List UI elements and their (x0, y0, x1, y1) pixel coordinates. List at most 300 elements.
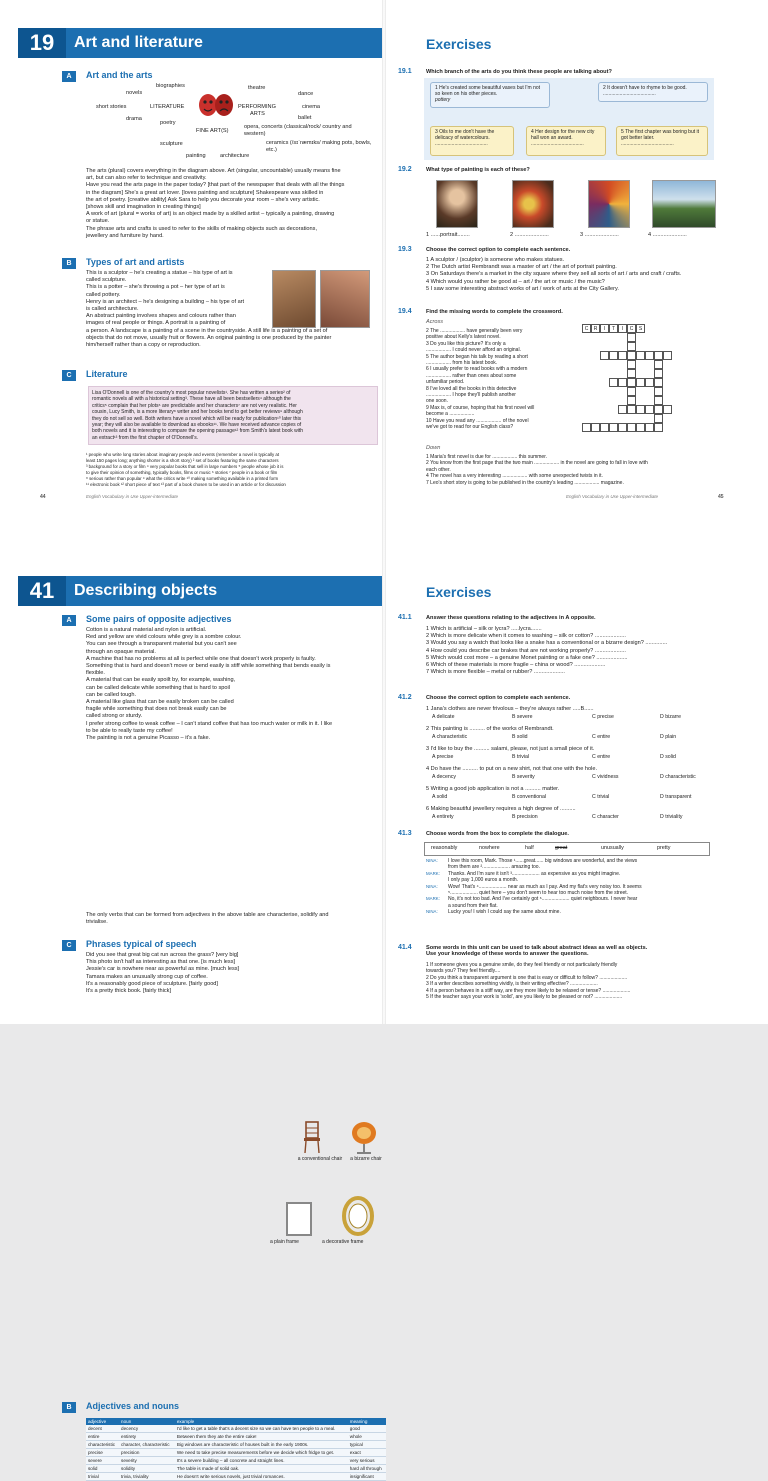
table-row (86, 1425, 386, 1433)
answer-option[interactable]: C entire (592, 754, 611, 760)
crossword-cell[interactable] (627, 378, 636, 387)
text-line: art, but can also refer to technique and creativity. (86, 175, 207, 182)
speaker-name: NINA: (426, 909, 438, 915)
clue-line: .................. I could never afford an original. (426, 347, 521, 354)
crossword-cell[interactable] (654, 360, 663, 369)
speaker-name: MARK: (426, 896, 440, 902)
text-line: This photo isn't half as interesting as that one. [is much less] (86, 959, 236, 966)
answer-option[interactable]: C trivial (592, 794, 610, 800)
after-table-text (86, 912, 386, 926)
answer-option[interactable]: D triviality (660, 814, 683, 820)
section-title-a: Art and the arts (86, 70, 153, 80)
exercise-number: 41.2 (398, 694, 412, 701)
footnote-line: ⁸ serious rather than popular ⁹ what the critics write ¹⁰ making something available in a printed form (86, 476, 279, 481)
text-line: Something that is hard and doesn't move or bend easily is stiff while something that bends easily is (86, 663, 331, 670)
crossword-cell[interactable] (618, 351, 627, 360)
page-footer: English Vocabulary in Use Upper-intermediate (86, 494, 179, 499)
table-row (86, 1449, 386, 1457)
answer-label[interactable]: 1 ......portrait........ (426, 232, 470, 238)
exercise-question: What type of painting is each of these? (426, 167, 530, 173)
table-cell: precise (86, 1449, 119, 1457)
table-cell: Between them they ate the entire cake! (175, 1433, 348, 1441)
answer-option[interactable]: B trivial (512, 754, 530, 760)
table-cell: I'd like to get a table that's a decent size so we can have ten people to a meal. (175, 1425, 348, 1433)
text-line: called strong or sturdy. (86, 713, 143, 720)
text-line: an extract¹³ from the first chapter of O'Donnell's. (92, 434, 199, 441)
map-word: PERFORMING (238, 104, 276, 110)
crossword-cell[interactable] (600, 423, 609, 432)
bubble-text: 5 The first chapter was boring but it got better later. (621, 129, 700, 142)
table-cell: characteristic (86, 1441, 119, 1449)
table-row (86, 1441, 386, 1449)
clue-line: 9 Max is, of course, hoping that his first novel will (426, 404, 535, 411)
map-word: ballet (298, 115, 312, 121)
crossword-cell[interactable] (627, 423, 636, 432)
answer-option[interactable]: A entirety (432, 814, 454, 820)
bubble-text: 2 It doesn't have to rhyme to be good. (603, 85, 687, 91)
dialogue (426, 858, 716, 916)
answer-blank[interactable]: pottery (435, 97, 451, 104)
clue-line: become a .................. (426, 411, 475, 418)
exercises-title: Exercises (426, 36, 492, 52)
crossword-cell[interactable]: R (591, 324, 600, 333)
crossword-cell[interactable] (627, 351, 636, 360)
map-word: FINE ART(S) (196, 128, 229, 134)
table-cell: entire (86, 1433, 119, 1441)
text-line: called sculpture. (86, 277, 127, 284)
footnote-line: ¹ people who write long stories about imaginary people and events (remember a novel is typically at (86, 452, 280, 457)
text-line: An abstract painting involves shapes and colours rather than (86, 313, 236, 320)
section-title-a: Some pairs of opposite adjectives (86, 614, 232, 624)
map-word: LITERATURE (150, 104, 185, 110)
table-cell: The table is made of solid oak. (175, 1465, 348, 1473)
clue-line: 6 I usually prefer to read books with a modern (426, 366, 528, 373)
table-row (86, 1457, 386, 1465)
column-header: adjective (86, 1418, 119, 1425)
clue-line: unfamiliar period. (426, 379, 465, 386)
text-line: can be called tough. (86, 691, 137, 698)
footnotes (86, 452, 382, 488)
crossword-cell[interactable] (636, 423, 645, 432)
text-line: objects that do not move, usually fruit or flowers. An original painting is one produced by the painter (86, 334, 332, 341)
text-line: This is a potter – she's throwing a pot – her type of art is (86, 284, 225, 291)
crossword-cell[interactable]: S (636, 324, 645, 333)
dialogue-text[interactable]: No, it's not too bad. And I've certainly got ⁶.................... quiet neighbours. I never hear (448, 896, 638, 903)
exercise-number: 19.3 (398, 246, 412, 253)
clue-line: each other. (426, 466, 451, 473)
clue-line: positive about Kelly's latest novel. (426, 334, 501, 341)
table-cell: He doesn't write serious novels, just trivial romances. (175, 1473, 348, 1481)
text-line: Lisa O'Donnell is one of the country's most popular novelists¹. She has written a series² of (92, 390, 291, 396)
map-word: poetry (160, 120, 176, 126)
answer-option[interactable]: C precise (592, 714, 614, 720)
dialogue-line (426, 909, 716, 915)
section-tab-b: B (62, 1402, 76, 1413)
dialogue-text[interactable]: ⁵.................... quiet here – you don't seem to hear too much noise from the street. (448, 890, 629, 897)
unit-header (18, 28, 382, 58)
table-cell: character, characteristic (119, 1441, 175, 1449)
clue-line: 5 The author began his talk by reading a short (426, 353, 528, 360)
map-word: architecture (220, 153, 250, 159)
exercise-number: 19.2 (398, 166, 412, 173)
section-tab-a: A (62, 71, 76, 82)
clue-line: .................. I hope they'll publish another (426, 392, 516, 399)
section-title-c: Literature (86, 369, 128, 379)
exercise-number: 19.4 (398, 308, 412, 315)
bubble-text: 4 Her design for the new city hall won an award. (531, 129, 595, 142)
map-word: ARTS (250, 111, 265, 117)
exercise-line[interactable]: 3 Would you say a watch that looks like a snake has a conventional or a bizarre design? .............. (426, 640, 668, 647)
text-line: The arts (plural) covers everything in the diagram above. Art (singular, uncountable) usually means fine (86, 168, 341, 174)
bubble-text: 1 He's created some beautiful vases but I'm not so keen on his other pieces. (435, 85, 541, 98)
answer-blank[interactable]: ...................................... (621, 141, 674, 148)
exercise-question: Choose the correct option to complete each sentence. (426, 247, 571, 253)
exercise-question: Find the missing words to complete the crossword. (426, 309, 563, 315)
crossword-cell[interactable] (627, 360, 636, 369)
crossword-cell[interactable] (627, 405, 636, 414)
text-line: trivialise. (86, 919, 108, 926)
para-a (86, 168, 382, 240)
section-title-b: Adjectives and nouns (86, 1401, 180, 1411)
text-line: You can see through a transparent material but you can't see (86, 641, 237, 648)
text-line: The painting is not a genuine Picasso – it's a fake. (86, 735, 211, 742)
answer-label[interactable]: 3 ...................... (580, 232, 619, 238)
page-45 (384, 0, 768, 512)
answer-option[interactable]: B severity (512, 774, 535, 780)
map-word: theatre (248, 85, 266, 91)
column-header: noun (119, 1418, 175, 1425)
exercise-line[interactable]: 2 Which is more delicate when it comes to washing – silk or cotton? .................... (426, 633, 626, 640)
table-cell: It's a severe building – all concrete and straight lines. (175, 1457, 348, 1465)
exercise-line[interactable]: 5 If the teacher says your work is 'solid', are you likely to be pleased or not? .................... (426, 994, 623, 1001)
word-option: reasonably (431, 845, 458, 851)
table-cell: trivia, triviality (119, 1473, 175, 1481)
crossword-cell[interactable]: I (600, 324, 609, 333)
answer-option[interactable]: A delicate (432, 714, 455, 720)
text-line: the art of poetry. [creative ability] Ask Sara to help you decorate your room – she's very artistic. (86, 196, 320, 203)
crossword-cell[interactable]: C (582, 324, 591, 333)
image-caption: a bizarre chair (350, 1156, 382, 1162)
answer-label[interactable]: 4 ...................... (648, 232, 687, 238)
text-line: A work of art (plural = works of art) is an object made by a skilled artist – typically a painting, drawing (86, 211, 335, 218)
answer-option[interactable]: D transparent (660, 794, 692, 800)
crossword-cell[interactable] (645, 378, 654, 387)
answer-blank[interactable]: ...................................... (603, 91, 656, 98)
crossword-cell[interactable] (600, 351, 609, 360)
chair-icon (302, 1120, 322, 1154)
answer-option[interactable]: B precision (512, 814, 538, 820)
text-line: jewellery and furniture by hand. (86, 232, 164, 239)
word-option: nowhere (479, 845, 500, 851)
table-cell: We need to take precise measurements before we decide which fridge to get. (175, 1449, 348, 1457)
table-cell: solidity (119, 1465, 175, 1473)
down-label: Down (426, 445, 441, 451)
dialogue-text[interactable]: from them are ².................... amazing too. (448, 864, 540, 871)
text-line: to be able to really taste my coffee! (86, 727, 173, 734)
text-line: A material like glass that can be easily broken can be called (86, 699, 234, 706)
crossword-cell[interactable] (636, 351, 645, 360)
theatre-masks-icon (196, 92, 236, 118)
adjectives-table (86, 1418, 386, 1481)
exercise-line[interactable]: 2 Do you think a transparent argument is one that is easy or difficult to follow? .................... (426, 974, 628, 981)
text-line: A material that can be easily spoilt by, for example, washing, (86, 677, 236, 684)
clue-line: 1 Maria's first novel is due for .................. this summer. (426, 454, 547, 460)
clue-line: 3 Do you like this picture? It's only a (426, 340, 506, 347)
table-header-row (86, 1418, 386, 1425)
exercise-question: Choose words from the box to complete the dialogue. (426, 831, 569, 837)
answer-option[interactable]: D characteristic (660, 774, 696, 780)
clue-line: 2 You know from the first page that the two main .................. in the novel are going to fall in love with (426, 460, 648, 467)
para-c (86, 952, 386, 995)
text-line: A machine that has no problems at all is perfect while one that doesn't work properly is faulty. (86, 655, 316, 662)
plain-frame-icon (286, 1202, 312, 1236)
crossword-cell[interactable] (627, 342, 636, 351)
exercise-question: Answer these questions relating to the adjectives in A opposite. (426, 615, 596, 621)
crossword-cell[interactable] (654, 405, 663, 414)
map-word: painting (186, 153, 206, 159)
text-line: Henry is an architect – he's designing a building – his type of art (86, 298, 245, 305)
answer-option[interactable]: C entire (592, 734, 611, 740)
down-clues (426, 454, 718, 486)
text-line: him/herself rather than a copy or reproduction. (86, 342, 201, 349)
exercise-question: Which branch of the arts do you think these people are talking about? (426, 69, 612, 75)
word-option: pretty (657, 845, 671, 851)
answer-option[interactable]: D plain (660, 734, 677, 740)
answer-option[interactable]: D solid (660, 754, 676, 760)
speech-bubble (598, 82, 708, 102)
answer-option[interactable]: A precise (432, 754, 454, 760)
crossword-cell[interactable] (654, 423, 663, 432)
map-word: cinema (302, 104, 321, 110)
image-caption: a conventional chair (297, 1156, 343, 1162)
crossword-cell[interactable] (591, 423, 600, 432)
crossword-grid (582, 324, 698, 436)
map-word: drama (126, 116, 142, 122)
dialogue-text[interactable]: Wow! That's ⁴.................... near as much as I pay. And my flat's very noisy too. It seems (448, 883, 642, 890)
question-stem: 4 Do have the .......... to put on a new shirt, not that one with the hole. (426, 766, 598, 772)
dialogue-text[interactable]: I love this room, Mark. Those ¹......great...... big windows are wonderful, and the views (448, 858, 638, 864)
table-cell: hard all through (348, 1465, 386, 1473)
exercise-line[interactable]: 3 If a writer describes something vividly, is their writing effective? .................... (426, 981, 598, 988)
dialogue-text[interactable]: I only pay 1,000 euros a month. (448, 877, 519, 884)
crossword-cell[interactable] (654, 369, 663, 378)
answer-option[interactable]: A solid (432, 794, 448, 800)
text-line: is called architecture. (86, 306, 139, 313)
crossword-cell[interactable] (663, 405, 672, 414)
still-life-painting (512, 180, 554, 228)
speech-bubble (616, 126, 708, 156)
text-line: fragile while something that does not break easily can be (86, 706, 227, 713)
table-cell: severe (86, 1457, 119, 1465)
text-line: Red and yellow are vivid colours while grey is a sombre colour. (86, 634, 242, 641)
text-line: Did you see that great big cat run across the grass? [very big] (86, 952, 239, 958)
portrait-painting (436, 180, 478, 228)
section-title-c: Phrases typical of speech (86, 939, 197, 949)
footnote-line: least 150 pages long; anything shorter is a short story) ² set of books featuring the same characters (86, 458, 279, 463)
crossword-cell[interactable] (636, 378, 645, 387)
section-tab-c: C (62, 940, 76, 951)
footnote-line: ¹¹ electronic book ¹² short piece of text ¹³ part of a book chosen to be used in an article or for discussion (86, 482, 286, 487)
crossword-cell[interactable] (627, 333, 636, 342)
exercise-line[interactable]: 4 Which would you rather be good at – art / the art or music / the music? (426, 278, 605, 285)
crossword-cell[interactable] (609, 423, 618, 432)
section-tab-c: C (62, 370, 76, 381)
answer-option[interactable]: A characteristic (432, 734, 468, 740)
answer-option[interactable]: C vividness (592, 774, 619, 780)
crossword-cell[interactable] (654, 396, 663, 405)
table-cell: Big windows are characteristic of houses built in the early 1900s. (175, 1441, 348, 1449)
literature-text-box (88, 386, 378, 445)
answer-option[interactable]: B solid (512, 734, 528, 740)
exercise-41-1-lines (426, 626, 716, 676)
speech-bubble (526, 126, 606, 156)
table-cell: solid (86, 1465, 119, 1473)
unit-header (18, 576, 382, 606)
crossword-cell[interactable] (645, 423, 654, 432)
exercise-line[interactable]: 5 I saw some interesting abstract works of art / work of arts at the City Gallery. (426, 285, 619, 292)
exercise-number: 41.4 (398, 944, 412, 951)
exercise-line[interactable]: towards you? They feel friendly.... (426, 968, 501, 975)
speech-bubble (430, 82, 550, 108)
table-cell: entirety (119, 1433, 175, 1441)
crossword-cell[interactable] (618, 378, 627, 387)
exercise-line[interactable]: 1 Which is artificial – silk or lycra? .....lycra....... (426, 626, 542, 632)
question-stem: 6 Making beautiful jewellery requires a high degree of .......... (426, 806, 576, 812)
table-cell: whole (348, 1433, 386, 1441)
crossword-cell[interactable] (654, 414, 663, 423)
crossword-cell[interactable] (654, 378, 663, 387)
word-option: unusually (601, 845, 624, 851)
answer-option[interactable]: B severe (512, 714, 533, 720)
exercise-question: Choose the correct option to complete each sentence. (426, 695, 571, 701)
dialogue-text[interactable]: Lucky you! I wish I could say the same about mine. (448, 909, 561, 916)
clue-line: 7 Leo's short story is going to be published in the country's leading .................. magazine. (426, 479, 624, 486)
exercise-line[interactable]: 1 A sculptor / (sculptor) is someone who makes statues. (426, 257, 565, 263)
crossword-cell[interactable] (609, 378, 618, 387)
exercise-line[interactable]: 2 The Dutch artist Rembrandt was a master of art / the art of portrait painting. (426, 264, 617, 271)
speaker-name: NINA: (426, 858, 438, 863)
question-stem: 2 This painting is .......... of the works of Rembrandt. (426, 726, 554, 732)
crossword-cell[interactable] (618, 423, 627, 432)
dialogue-text[interactable]: a sound from their flat. (448, 902, 498, 909)
word-option: great (555, 845, 568, 851)
crossword-cell[interactable] (636, 405, 645, 414)
page-footer: English Vocabulary in Use Upper-intermediate (566, 494, 659, 499)
clue-line: 10 Have you read any .................. of the novel (426, 417, 529, 424)
map-word: ceramics (/sɪˈræmɪks/ making pots, bowls, etc.) (266, 140, 372, 154)
table-cell: severity (119, 1457, 175, 1465)
text-line: Have you read the arts page in the paper today? [that part of the newspaper that deals with all the things (86, 182, 345, 189)
crossword-cell[interactable]: C (627, 324, 636, 333)
crossword-cell[interactable] (627, 396, 636, 405)
question-stem: 3 I'd like to buy the .......... salami, please, not just a small piece of it. (426, 746, 595, 752)
speaker-name: NINA: (426, 883, 438, 889)
question-stem: 5 Writing a good job application is not a .......... matter. (426, 786, 560, 792)
book-fold (382, 512, 386, 1024)
decorative-frame-icon (342, 1196, 374, 1236)
table-cell: decent (86, 1425, 119, 1433)
exercise-question (426, 945, 716, 957)
answer-label[interactable]: 2 ...................... (510, 232, 549, 238)
exercise-line[interactable]: 1 If someone gives you a genuine smile, do they feel friendly or not particularly friendly (426, 962, 618, 968)
table-cell: precision (119, 1449, 175, 1457)
crossword-cell[interactable] (627, 369, 636, 378)
crossword-cell[interactable] (654, 351, 663, 360)
answer-option[interactable]: A decency (432, 774, 456, 780)
map-word: short stories (96, 104, 127, 110)
table-cell: very serious (348, 1457, 386, 1465)
text-line: The phrase arts and crafts is used to refer to the skills of making objects such as decorations, (86, 225, 318, 232)
image-caption: a decorative frame (322, 1239, 364, 1245)
exercise-number: 41.3 (398, 830, 412, 837)
page-number: 45 (718, 494, 724, 500)
map-word: biographies (156, 83, 185, 89)
landscape-painting (652, 180, 716, 228)
para-a (86, 627, 386, 742)
answer-blank[interactable]: ...................................... (531, 141, 584, 148)
across-label: Across (426, 319, 444, 325)
crossword-cell[interactable] (609, 351, 618, 360)
exercise-line[interactable]: 3 On Saturdays there's a market in the city square where they sell all sorts of art / arts and craft / crafts. (426, 271, 682, 278)
column-header: example (175, 1418, 348, 1425)
unit-title: Describing objects (74, 582, 218, 599)
answer-blank[interactable]: ...................................... (435, 141, 488, 148)
bizarre-chair-icon (350, 1120, 378, 1154)
clue-line: 8 I've loved all the books in this detective (426, 385, 517, 392)
across-clues (426, 328, 576, 431)
exercise-line[interactable]: 4 If a person behaves in a stiff way, are they more likely to be relaxed or tense? .................... (426, 987, 631, 994)
exercise-line[interactable]: 7 Which is more flexible – metal or rubber? .................... (426, 669, 565, 676)
question-stem: 1 Jana's clothes are never frivolous – they're always rather .....B...... (426, 706, 594, 712)
footnote-line: ³ background for a story or film ⁴ very popular books that sell in large numbers ⁵ people whose job it is (86, 464, 284, 469)
para-b (86, 270, 382, 349)
table-cell: decency (119, 1425, 175, 1433)
table-row (86, 1433, 386, 1441)
answer-option[interactable]: C character (592, 814, 619, 820)
crossword-cell[interactable]: I (618, 324, 627, 333)
crossword-cell[interactable] (618, 405, 627, 414)
exercise-number: 41.1 (398, 614, 412, 621)
map-word: opera, concerts (classical/rock/ country and western) (244, 124, 352, 138)
crossword-cell[interactable]: T (609, 324, 618, 333)
answer-option[interactable]: D bizarre (660, 714, 682, 720)
crossword-cell[interactable] (627, 387, 636, 396)
text-line: It's a reasonably good piece of sculpture. [fairly good] (86, 980, 218, 987)
text-line: This is a sculptor – he's creating a statue – his type of art is (86, 270, 233, 276)
spread-unit-19 (0, 0, 768, 512)
map-word: dance (298, 91, 314, 97)
crossword-cell[interactable] (645, 405, 654, 414)
speech-bubble (430, 126, 514, 156)
text-line: Tamara makes an unusually strong cup of coffee. (86, 973, 208, 980)
dialogue-text[interactable]: Thanks. And I'm sure it isn't ³.................... as expensive as you might imagine. (448, 870, 621, 877)
crossword-cell[interactable] (663, 351, 672, 360)
exercise-line[interactable]: 6 Which of these materials is more fragile – china or wood? .................... (426, 662, 606, 669)
exercise-line[interactable]: 4 How could you describe car brakes that are not working properly? .................... (426, 647, 626, 654)
crossword-cell[interactable] (582, 423, 591, 432)
column-header: meaning (348, 1418, 386, 1425)
unit-number: 19 (18, 28, 66, 58)
text-line: or statue. (86, 218, 110, 225)
crossword-cell[interactable] (654, 387, 663, 396)
speaker-name: MARK: (426, 870, 440, 876)
text-line: cousin, Lucy Smith, is a more literary⁸ writer and her books tend to get better reviews⁹ although (92, 409, 303, 416)
word-option: half (525, 845, 534, 851)
answer-option[interactable]: B conventional (512, 794, 547, 800)
crossword-cell[interactable] (645, 351, 654, 360)
exercise-line[interactable]: 5 Which would cost more – a genuine Monet painting or a fake one? .................... (426, 654, 628, 661)
page-44 (0, 0, 384, 512)
